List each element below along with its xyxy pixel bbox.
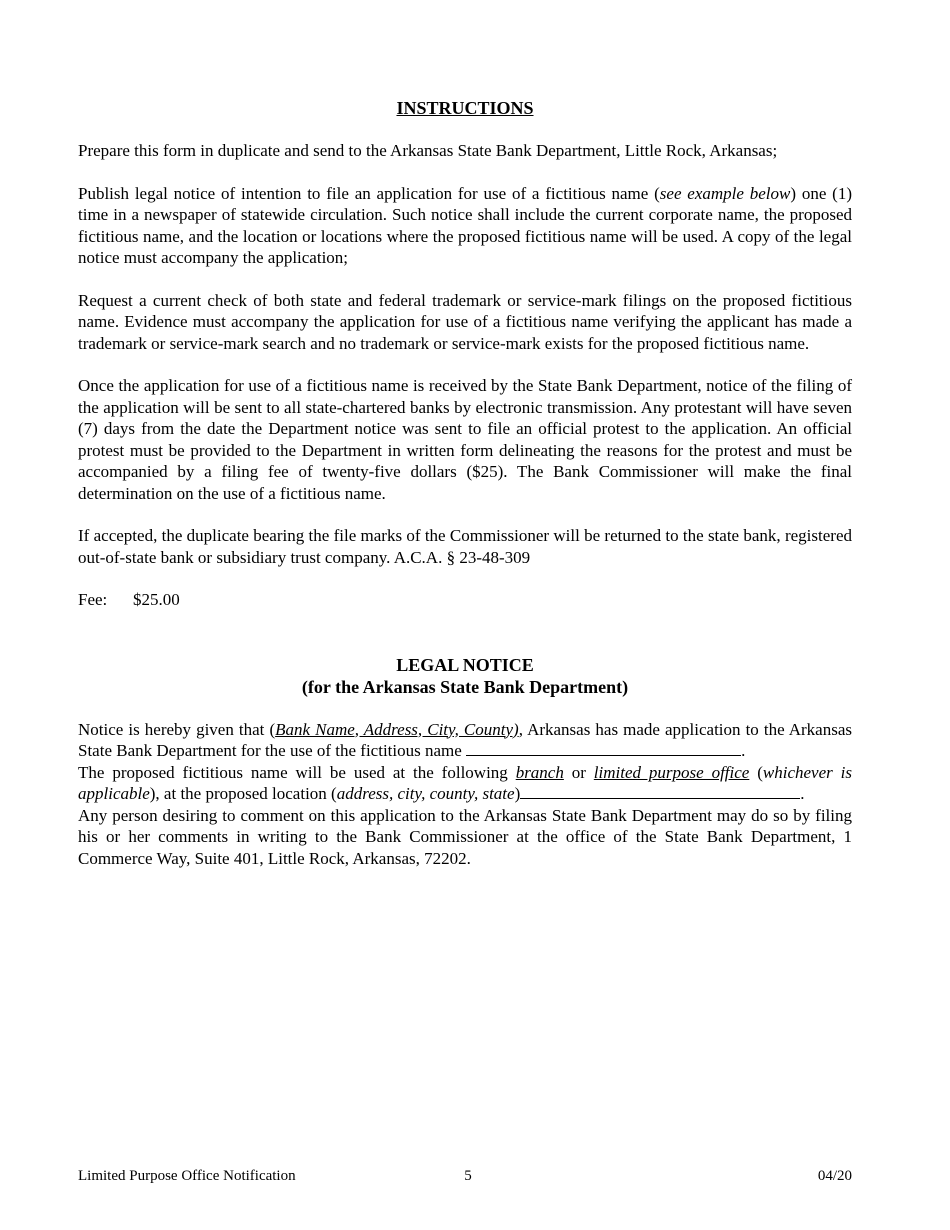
fictitious-name-blank[interactable] bbox=[466, 740, 741, 756]
instruction-paragraph-4: Once the application for use of a fictitious name is received by the State Bank Department, notice of the filing of the application will be sent to all state-chartered banks by electronic transmission. Any protestant will have seven (7) days from the date the Department notice was sent to file an official protest to the application. An official protest must be provided to the Department in written form delineating the reasons for the protest and must be accompanied by a filing fee of twenty-five dollars ($25). The Bank Commissioner will make the final determination on the use of a fictitious name. bbox=[78, 376, 852, 503]
fee-value: $25.00 bbox=[133, 590, 180, 609]
notice-sentence-2 bbox=[78, 762, 852, 805]
notice-s1-text-a: Notice is hereby given that ( bbox=[78, 719, 276, 739]
bank-name-placeholder: Bank Name, Address, City, County) bbox=[275, 719, 519, 739]
limited-purpose-office-option: limited purpose office bbox=[593, 762, 750, 782]
instruction-paragraph-1: Prepare this form in duplicate and send to the Arkansas State Bank Department, Little Rock, Arkansas; bbox=[78, 141, 778, 160]
legal-notice-subtitle: (for the Arkansas State Bank Department) bbox=[301, 676, 629, 697]
notice-s1-text-b: , Arkansas has made application to the Arkansas State Bank Department for the use of the fictitious name bbox=[78, 719, 853, 760]
whichever-applicable: whichever is applicable bbox=[78, 762, 852, 803]
notice-s2-paren-open: ( bbox=[749, 762, 763, 782]
instruction-paragraph-5: If accepted, the duplicate bearing the file marks of the Commissioner will be returned to the state bank, registered out-of-state bank or subsidiary trust company. A.C.A. § 23-48-309 bbox=[78, 526, 852, 567]
footer-date: 04/20 bbox=[817, 1168, 852, 1184]
instruction-paragraph-3: Request a current check of both state and federal trademark or service-mark filings on the proposed fictitious name. Evidence must accompany the application for use of a fictitious name verifying the applicant has made a trademark or service-mark search and no trademark or service-mark exists for the proposed fictitious name. bbox=[78, 290, 852, 353]
notice-s2-period: . bbox=[800, 784, 805, 803]
fee-line bbox=[78, 589, 852, 611]
legal-notice-body bbox=[78, 719, 852, 870]
p2-see-example: see example below bbox=[659, 183, 791, 203]
branch-option: branch bbox=[515, 762, 564, 782]
notice-s2-text-d: ), at the proposed location ( bbox=[149, 784, 337, 803]
document-page bbox=[78, 97, 852, 869]
notice-s2-or: or bbox=[563, 762, 594, 782]
notice-sentence-1 bbox=[78, 719, 852, 762]
p2-text-b: ) one (1) time in a newspaper of statewide circulation. Such notice shall include the current corporate name, the proposed fictitious name, and the location or locations where the proposed fictitious name will be used. A copy of the legal notice must accompany the application; bbox=[78, 183, 852, 267]
notice-s1-period: . bbox=[741, 741, 746, 760]
notice-sentence-3: Any person desiring to comment on this application to the Arkansas State Bank Department may do so by filing his or her comments in writing to the Bank Commissioner at the office of the State Bank Department, 1 Commerce Way, Suite 401, Little Rock, Arkansas, 72202. bbox=[78, 805, 852, 868]
legal-notice-title: LEGAL NOTICE bbox=[396, 654, 534, 675]
notice-s2-paren-close: ) bbox=[514, 784, 521, 803]
instructions-title: INSTRUCTIONS bbox=[396, 98, 534, 118]
location-placeholder: address, city, county, state bbox=[336, 784, 515, 803]
footer-form-name: Limited Purpose Office Notification bbox=[78, 1168, 296, 1184]
fee-label: Fee: bbox=[78, 590, 108, 609]
p2-text-a: Publish legal notice of intention to file an application for use of a fictitious name ( bbox=[78, 183, 660, 203]
footer-page-number: 5 bbox=[464, 1168, 472, 1184]
notice-s2-text-a: The proposed fictitious name will be used at the following bbox=[78, 762, 516, 782]
location-blank[interactable] bbox=[520, 783, 800, 799]
instruction-paragraph-2 bbox=[78, 183, 852, 269]
